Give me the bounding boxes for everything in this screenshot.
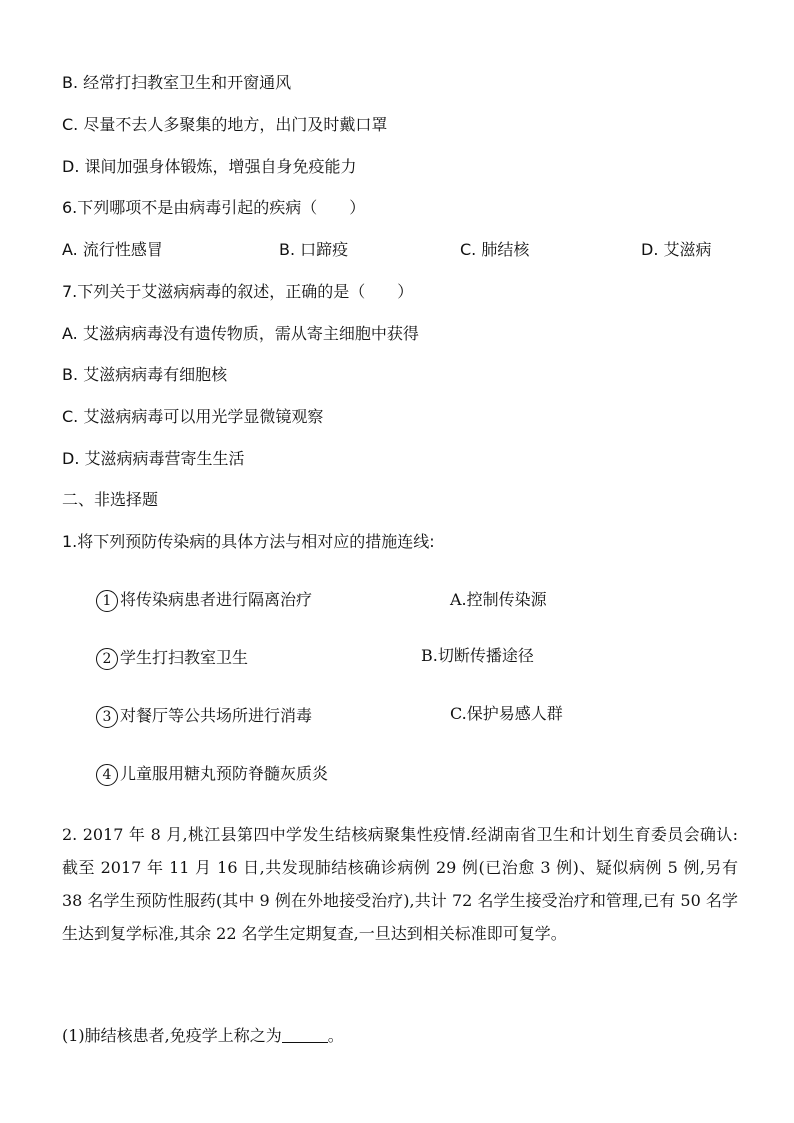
nq1-stem: 1.将下列预防传染病的具体方法与相对应的措施连线: [62,532,435,551]
circled-number: 3 [96,706,118,728]
match-right-item: A.控制传染源 [450,590,547,609]
q6-option-a: A. 流行性感冒 [62,240,163,259]
q6-option-d: D. 艾滋病 [641,240,712,259]
q7-option-a: A. 艾滋病病毒没有遗传物质，需从寄主细胞中获得 [62,324,419,343]
section-title: 二、非选择题 [62,490,159,509]
match-left-item [96,762,328,786]
q6-option-b: B. 口蹄疫 [279,240,349,259]
q6-stem: 6.下列哪项不是由病毒引起的疾病（ ） [62,198,366,217]
match-left-item [96,704,312,728]
circled-number: 2 [96,648,118,670]
q7-option-b: B. 艾滋病病毒有细胞核 [62,365,228,384]
circled-number: 4 [96,764,118,786]
match-left-text: 儿童服用糖丸预防脊髓灰质炎 [120,764,329,783]
q5-option-d: D. 课间加强身体锻炼，增强自身免疫能力 [62,157,357,176]
q6-option-c: C. 肺结核 [460,240,530,259]
nq2-paragraph: 2. 2017 年 8 月,桃江县第四中学发生结核病聚集性疫情.经湖南省卫生和计划生育委员会确认:截至 2017 年 11 月 16 日,共发现肺结核确诊病例 29 例(已治愈 3 例)、疑似病例 5 例,另有 38 名学生预防性服药(其中 9 例在外地接受治疗),共计 72 名学生接受治疗和管理,已有 50 名学生达到复学标准,其余 22 名学生定期复查,一旦达到相关标准即可复学。 [62,825,738,943]
match-right-item: C.保护易感人群 [450,704,563,723]
q7-stem: 7.下列关于艾滋病病毒的叙述，正确的是（ ） [62,282,414,301]
match-right-item: B.切断传播途径 [421,646,534,665]
nq2-sub1-text: (1)肺结核患者,免疫学上称之为 [62,1026,282,1045]
nq2-sub1 [62,1025,344,1047]
match-left-item [96,646,248,670]
answer-blank[interactable] [282,1026,328,1043]
match-left-item [96,588,312,612]
match-left-text: 学生打扫教室卫生 [120,648,249,667]
q7-option-c: C. 艾滋病病毒可以用光学显微镜观察 [62,407,324,426]
circled-number: 1 [96,590,118,612]
q5-option-c: C. 尽量不去人多聚集的地方，出门及时戴口罩 [62,115,388,134]
match-left-text: 将传染病患者进行隔离治疗 [120,590,313,609]
q7-option-d: D. 艾滋病病毒营寄生生活 [62,449,245,468]
q5-option-b: B. 经常打扫教室卫生和开窗通风 [62,73,292,92]
nq2-sub1-end: 。 [327,1026,344,1045]
match-left-text: 对餐厅等公共场所进行消毒 [120,706,313,725]
